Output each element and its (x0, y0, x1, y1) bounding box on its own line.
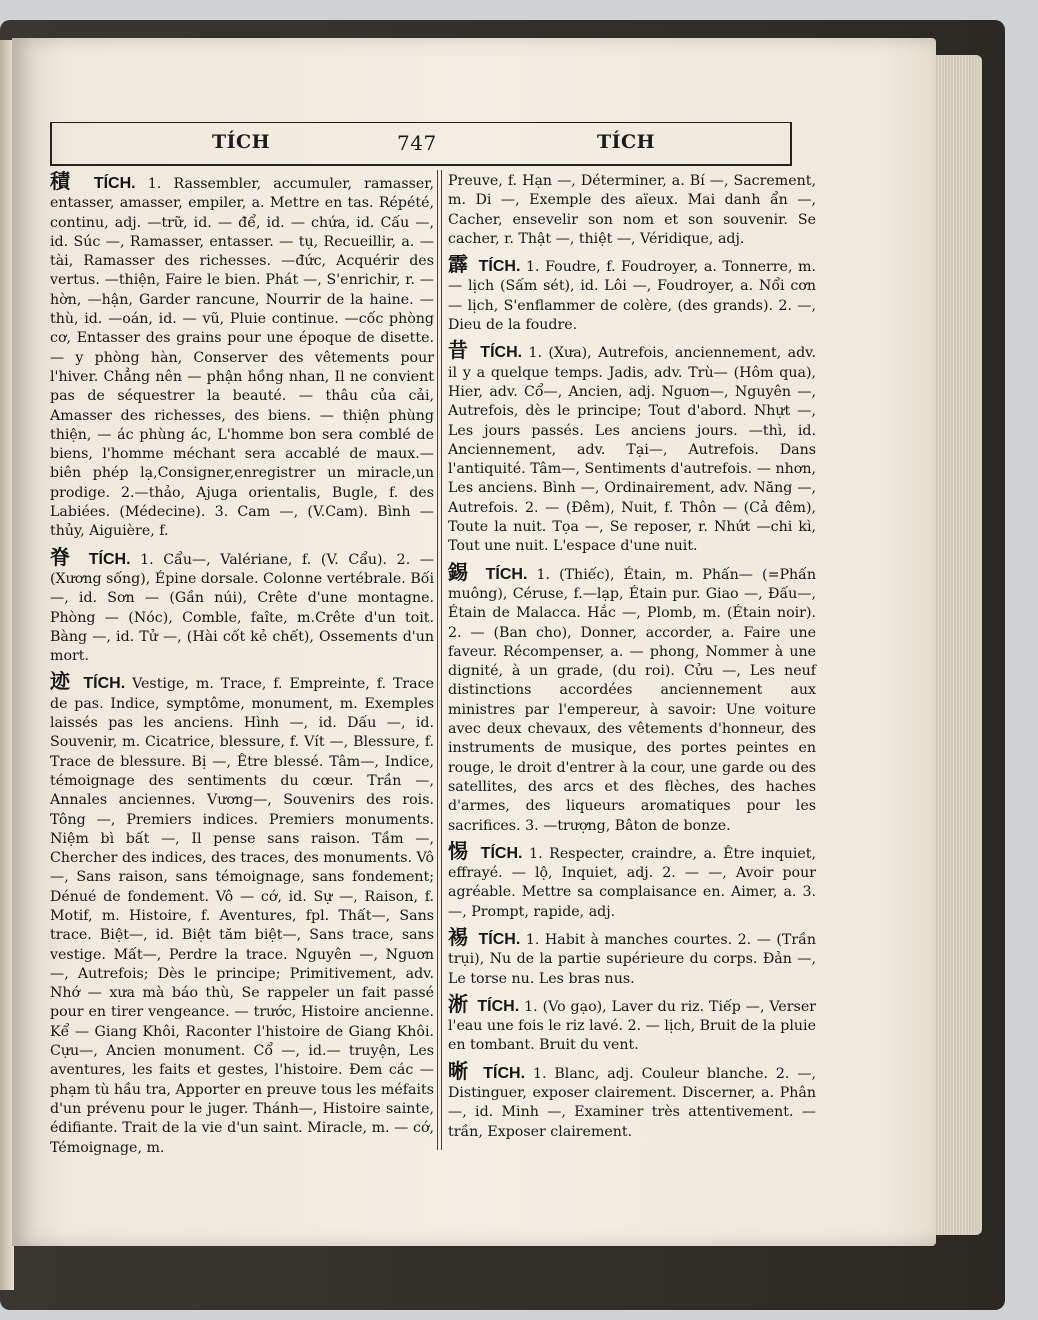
entry-text: 1. Foudre, f. Foudroyer, a. Tonnerre, m. — lịch (Sấm sét), id. Lôi —, Foudroyer, a. Nổi cơn — lịch, S'enflammer de colère, (des grands). 2. —, Dieu de la foudre. (448, 259, 816, 334)
entry-character: 霹 (448, 252, 470, 277)
dictionary-entry (50, 544, 435, 667)
dictionary-entry (448, 991, 817, 1056)
entry-headword: TÍCH. (485, 565, 528, 583)
entry-text: Vestige, m. Trace, f. Empreinte, f. Trace de pas. Indice, symptôme, monument, m. Exemples laissés pas les anciens. Hình —, id. Dấu —, id. Souvenir, m. Cicatrice, blessure, f. Vít —, Blessure, f. Trace de blessure. Bị —, Être blessé. Tâm—, Indice, témoignage des sentiments du cœur. Trần —, Annales anciennes. Vương—, Souvenirs des rois. Tông —, Premiers indices. Premiers monuments. Niệm bì bất —, Il pense sans raison. Tầm —, Chercher des indices, des traces, des monuments. Vô —, Sans raison, sans témoignage, sans fondement; Dénué de fondement. Vô — cớ, id. Sự —, Raison, f. Motif, m. Histoire, f. Aventures, fpl. Thất—, Sans trace. Biệt—, id. Biệt tăm biệt—, Sans trace, sans vestige. Mất—, Perdre la trace. Nguyên —, Nguơn —, Autrefois; Dès le principe; Primitivement, adv. Nhớ — xưa mà báo thù, Se rappeler un fait passé pour en tirer vengeance. — trước, Histoire ancienne. Kể — Giang Khôi, Raconter l'histoire de Giang Khôi. Cựu—, Ancien monument. Cổ —, id.— truyện, Les aventures, les faits et gestes, l'histoire. Đem các — phạm tù hầu tra, Apporter en preuve tous les méfaits d'un prévenu pour le juger. Thánh—, Histoire sainte, édifiante. Trait de la vie d'un saint. Miracle, m. — cớ, Témoignage, m. (50, 676, 435, 1156)
entry-headword: TÍCH. (477, 997, 520, 1015)
entry-text: 1. Habit à manches courtes. 2. — (Trần trụi), Nu de la partie supérieure du corps. Đản —, Le torse nu. Les bras nus. (448, 931, 817, 987)
left-column (50, 169, 435, 1164)
page-number: 747 (397, 131, 437, 155)
column-divider (441, 170, 442, 1150)
entry-headword: TÍCH. (480, 844, 523, 862)
entry-character: 裼 (448, 924, 470, 949)
page-header (50, 122, 792, 166)
entry-text: 1. Rassembler, accumuler, ramasser, entasser, amasser, empiler, a. Mettre en tas. Répété, continu, adj. —trữ, id. — để, id. — chứa, id. Cấu —, id. Súc —, Ramasser, entasser. — tụ, Recueillir, a. —tài, Ramasser des richesses. —đức, Acquérir des vertus. —thiện, Faire le bien. Phát —, S'enrichir, r. —hờn, —hận, Garder rancune, Nourrir de la haine. —thù, id. —oán, id. — vũ, Pluie continue. —cốc phòng cơ, Entasser des grains pour une époque de disette. — y phòng hàn, Conserver des vêtements pour l'hiver. Chẳng nên — phận hồng nhan, Il ne convient pas de séquestrer la beauté. — thâu của cải, Amasser des richesses, des biens. — thiện phùng thiện, — ác phùng ác, L'homme bon sera comblé de biens, l'homme méchant sera accablé de maux.—biên phép lạ,Consigner,enregistrer un miracle,un prodige. 2.—thảo, Ajuga orientalis, Bugle, f. des Labiées. (Médecine). 3. Cam —, (V.Cam). Bình — thủy, Aiguière, f. (50, 176, 435, 540)
page-edges (934, 55, 982, 1235)
dictionary-entry (448, 338, 816, 556)
entry-text: 1. (Xưa), Autrefois, anciennement, adv. il y a quelque temps. Jadis, adv. Trù— (Hôm qua), Hier, adv. Cổ—, Ancien, adj. Nguơn—, Nguyên —, Autrefois, dès le principe; Tout d'abord. Nhựt —, Les jours passés. Les anciens jours. —thì, id. Anciennement, adv. Tại—, Autrefois. Dans l'antiquité. Tâm—, Sentiments d'autrefois. — nhơn, Les anciens. Bình —, Ordinairement, adv. Năng —, Autrefois. 2. — (Đêm), Nuit, f. Thôn — (Cả đêm), Toute la nuit. Tọa —, Se reposer, r. Nhứt —chi kì, Tout une nuit. L'espace d'une nuit. (448, 345, 816, 555)
entry-text: 1. Cẩu—, Valériane, f. (V. Cẩu). 2. — (Xương sống), Épine dorsale. Colonne vertébrale. Bối —, id. Sơn — (Gần núi), Crête d'une montagne. Phòng — (Nóc), Comble, faîte, m.Crête d'un toit. Bàng —, id. Tử —, (Hài cốt kẻ chết), Ossements d'un mort. (50, 551, 435, 665)
entry-character: 錫 (448, 559, 473, 584)
dictionary-entry (448, 924, 817, 989)
right-column (448, 172, 816, 1148)
entry-headword: TÍCH. (93, 175, 136, 192)
entry-character: 脊 (50, 544, 76, 569)
entry-headword: TÍCH. (478, 930, 521, 948)
entry-character: 晰 (448, 1058, 472, 1083)
entry-headword: TÍCH. (483, 1064, 526, 1082)
dictionary-entry (448, 559, 816, 836)
entry-character: 淅 (448, 991, 469, 1016)
entry-headword: TÍCH. (88, 550, 131, 568)
dictionary-entry (50, 169, 435, 542)
dictionary-entry (50, 669, 435, 1157)
entry-headword: TÍCH. (480, 344, 523, 362)
header-right-headword: TÍCH (597, 131, 656, 153)
entry-character: 昔 (448, 338, 470, 363)
entry-text: 1. Blanc, adj. Couleur blanche. 2. —, Distinguer, exposer clairement. Discerner, a. Phân —, id. Minh —, Examiner très attentivement. — trần, Exposer clairement. (448, 1065, 817, 1140)
entry-text: 1. (Thiếc), Étain, m. Phấn— (=Phấn muông), Céruse, f.—lạp, Étain pur. Giao —, Đấu—, Étain de Malacca. Hắc —, Plomb, m. (Étain noir). 2. — (Ban cho), Donner, accorder, a. Faire une faveur. Récompenser, a. — phong, Nommer à une dignité, à un grade, (du roi). Cửu —, Les neuf distinctions accordées anciennement aux ministres par l'empereur, à savoir: Une voiture avec deux chevaux, des vêtements d'honneur, des instruments de musique, des portes peintes en rouge, le droit d'entrer à la cour, une garde ou des satellites, des arcs et des flèches, des haches d'armes, des liqueurs aromatiques pour les sacrifices. 3. —trượng, Bâton de bonze. (448, 566, 816, 834)
entry-character: 惕 (448, 838, 471, 863)
dictionary-entry (448, 252, 816, 335)
column-divider (437, 170, 438, 1150)
entry-headword: TÍCH. (478, 258, 521, 276)
entry-text: 1. Respecter, craindre, a. Être inquiet, effrayé. — lộ, Inquiet, adj. 2. — —, Avoir pour agréable. Mettre sa complaisance en. Aimer, a. 3. —, Prompt, rapide, adj. (448, 845, 816, 920)
entry-character: 迹 (50, 669, 73, 694)
entry-text: 1. (Vo gạo), Laver du riz. Tiếp —, Verser l'eau une fois le riz lavé. 2. — lịch, Bruit de la pluie en tombant. Bruit du vent. (448, 998, 817, 1054)
header-left-headword: TÍCH (212, 131, 271, 153)
dictionary-entry (448, 838, 816, 922)
entry-headword: TÍCH. (83, 675, 126, 693)
dictionary-entry (448, 1058, 817, 1142)
entry-text: Preuve, f. Hạn —, Déterminer, a. Bí —, Sacrement, m. Di —, Exemple des aïeux. Mai danh ẩn —, Cacher, ensevelir son nom et son souvenir. Se cacher, r. Thật —, thiệt —, Véridique, adj. (448, 173, 816, 247)
entry-character: 積 (50, 169, 78, 193)
dictionary-entry-continued (448, 172, 816, 249)
